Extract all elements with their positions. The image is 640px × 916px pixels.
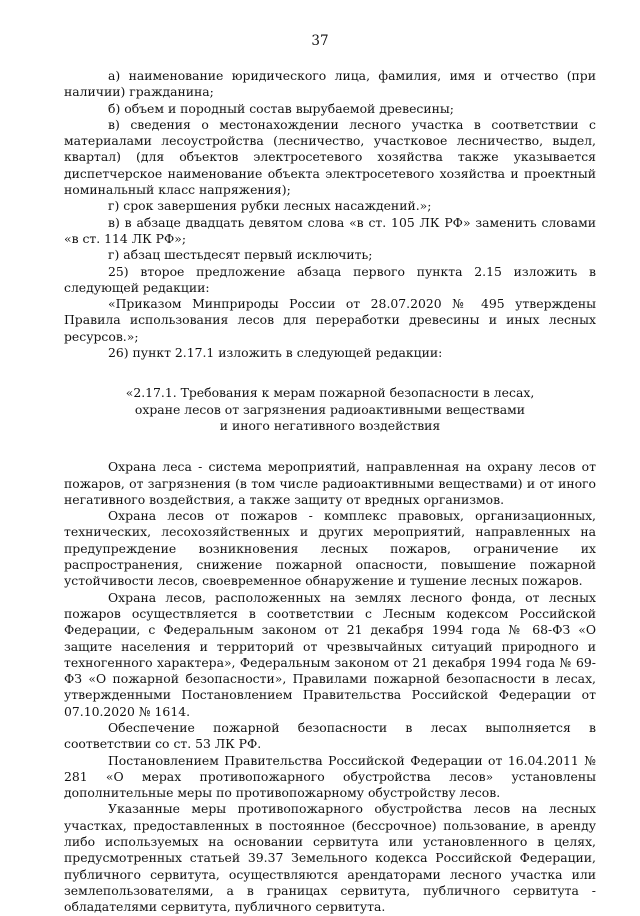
paragraph: в) в абзаце двадцать девятом слова «в ст. 105 ЛК РФ» заменить словами «в ст. 114 ЛК РФ»; (64, 214, 596, 246)
paragraph: Постановлением Правительства Российской Федерации от 16.04.2011 № 281 «О мерах противопожарного обустройства лесов» установлены дополнительные меры по противопожарному обустройству лесов. (64, 752, 596, 801)
paragraph: Охрана лесов, расположенных на землях лесного фонда, от лесных пожаров осуществляется в соответствии с Лесным кодексом Российской Федерации, с Федеральным законом от 21 декабря 1994 года № 68-ФЗ «О защите населения и территорий от чрезвычайных ситуаций природного и техногенного характера», Федеральным законом от 21 декабря 1994 года № 69-ФЗ «О пожарной безопасности», Правилами пожарной безопасности в лесах, утвержденными Постановлением Правительства Российской Федерации от 07.10.2020 № 1614. (64, 589, 596, 719)
paragraph: а) наименование юридического лица, фамилия, имя и отчество (при наличии) гражданина; (64, 68, 596, 100)
paragraph: Указанные меры противопожарного обустройства лесов на лесных участках, предоставленных в постоянное (бессрочное) пользование, в аренду либо используемых на основании сервитута или установленного в целях, предусмотренных статьей 39.37 Земельного кодекса Российской Федерации, публичного сервитута, осуществляются арендаторами лесного участка или землепользователями, а в границах сервитута, публичного сервитута - обладателями сервитута, публичного сервитута. (64, 801, 596, 915)
paragraph: «Приказом Минприроды России от 28.07.2020 № 495 утверждены Правила использования лесов для переработки древесины и иных лесных ресурсов.»; (64, 296, 596, 344)
page-number: 37 (311, 33, 329, 49)
paragraph: 25) второе предложение абзаца первого пункта 2.15 изложить в следующей редакции: (64, 263, 596, 295)
paragraph: 26) пункт 2.17.1 изложить в следующей редакции: (108, 345, 443, 361)
paragraph: Обеспечение пожарной безопасности в лесах выполняется в соответствии со ст. 53 ЛК РФ. (64, 719, 596, 752)
paragraph: в) сведения о местонахождении лесного участка в соответствии с материалами лесоустройства (лесничество, участковое лесничество, выдел, квартал) (для объектов электросетевого хозяйства также указывается диспетчерское наименование объекта электросетевого хозяйства и проектный номинальный класс напряжения); (64, 116, 596, 198)
paragraph: б) объем и породный состав вырубаемой древесины; (108, 100, 454, 116)
section-heading-line: охране лесов от загрязнения радиоактивными веществами (134, 401, 526, 417)
section-heading (64, 385, 596, 434)
document-body (64, 68, 596, 916)
paragraph: г) абзац шестьдесят первый исключить; (108, 247, 373, 263)
section-heading-line: «2.17.1. Требования к мерам пожарной безопасности в лесах, (125, 385, 535, 401)
section-heading-line: и иного негативного воздействия (219, 417, 441, 433)
paragraph: г) срок завершения рубки лесных насаждений.»; (108, 198, 432, 214)
paragraph: Охрана лесов от пожаров - комплекс правовых, организационных, технических, лесохозяйственных и других мероприятий, направленных на предупреждение возникновения лесных пожаров, ограничение их распространения, снижение пожарной опасности, повышение пожарной устойчивости лесов, своевременное обнаружение и тушение лесных пожаров. (64, 508, 596, 589)
paragraph: Охрана леса - система мероприятий, направленная на охрану лесов от пожаров, от загрязнения (в том числе радиоактивными веществами) и от иного негативного воздействия, а также защиту от вредных организмов. (64, 459, 596, 507)
